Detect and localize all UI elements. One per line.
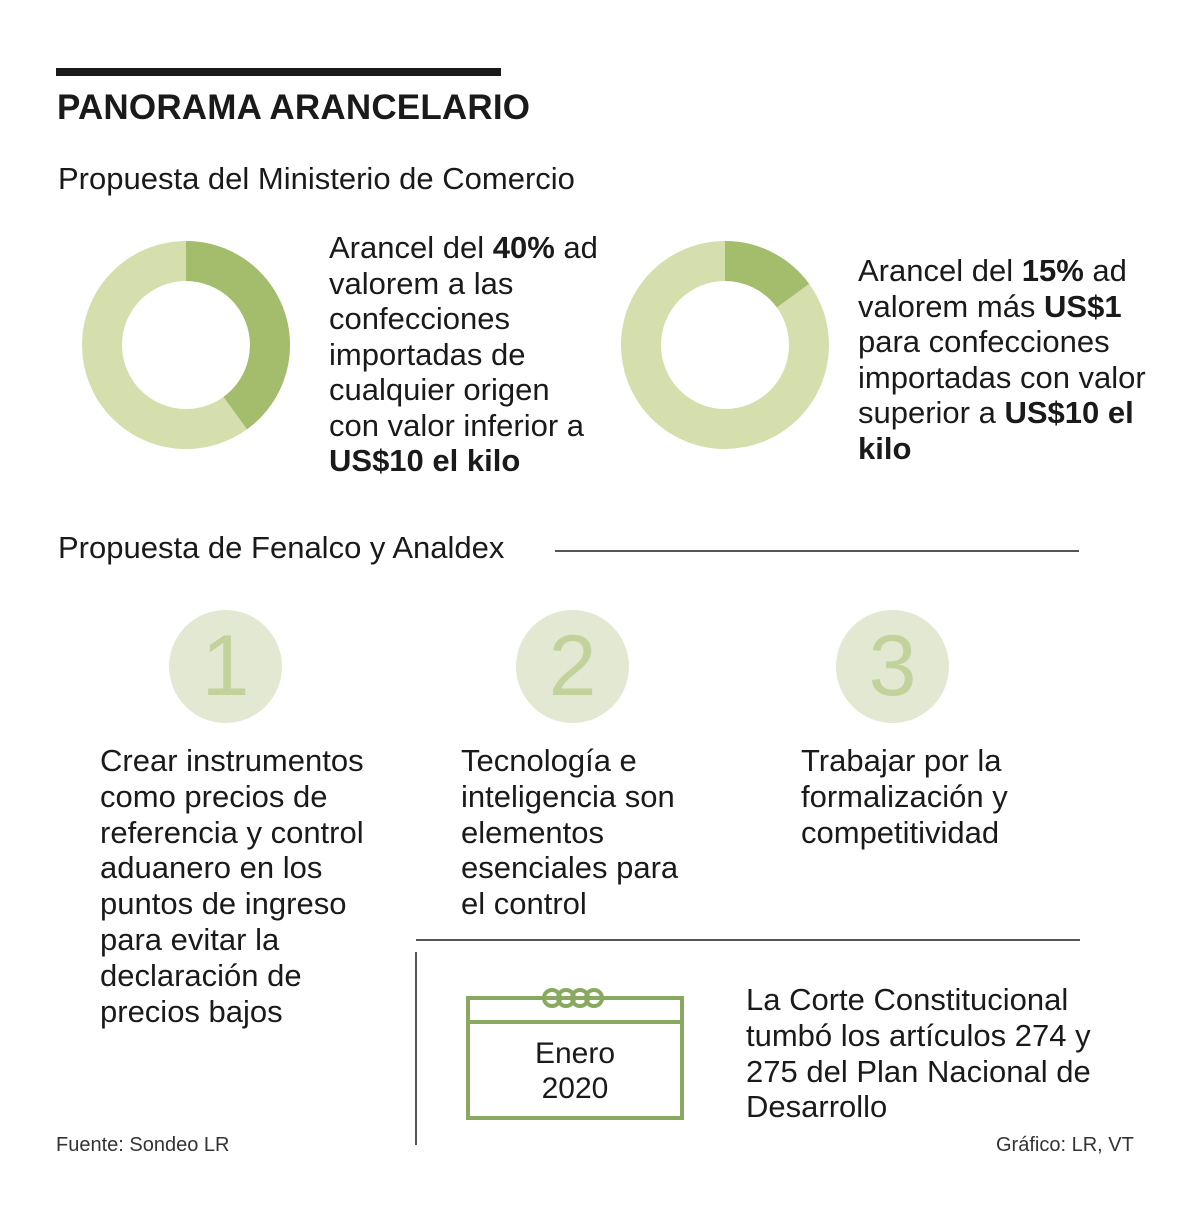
highlight-percent: 15% xyxy=(1021,253,1084,288)
graphic-credit: Gráfico: LR, VT xyxy=(996,1134,1134,1156)
step-number: 3 xyxy=(868,618,917,714)
donut-chart-40 xyxy=(78,237,294,453)
source-credit: Fuente: Sondeo LR xyxy=(56,1134,230,1156)
donut-chart-15 xyxy=(617,237,833,453)
timeline-note: La Corte Constitucional tumbó los artículos 274 y 275 del Plan Nacional de Desarrollo xyxy=(746,982,1091,1125)
timeline-divider xyxy=(416,939,1080,941)
proposal-description-1 xyxy=(329,230,599,479)
calendar-year: 2020 xyxy=(541,1072,609,1105)
highlight-value: US$10 el kilo xyxy=(858,395,1134,466)
highlight-value: US$10 el kilo xyxy=(329,443,521,478)
text: Arancel del xyxy=(858,253,1022,288)
step-number-badge-1 xyxy=(169,610,282,723)
text: Arancel del xyxy=(329,230,493,265)
section-title-fenalco: Propuesta de Fenalco y Analdex xyxy=(58,530,505,565)
step-text-1: Crear instrumentos como precios de referencia y control aduanero en los puntos de ingreso para evitar la declaración de precios bajos xyxy=(100,743,364,1029)
section-title-ministerio: Propuesta del Ministerio de Comercio xyxy=(58,161,575,196)
title-bar-decoration xyxy=(56,68,501,76)
step-text-2: Tecnología e inteligencia son elementos esenciales para el control xyxy=(461,743,679,922)
section-divider xyxy=(555,550,1079,552)
step-number-badge-2 xyxy=(516,610,629,723)
text: ad valorem a las confecciones importadas de cualquier origen con valor inferior a xyxy=(329,230,598,443)
highlight-value: US$1 xyxy=(1044,288,1122,324)
calendar-month: Enero xyxy=(534,1037,616,1070)
text: ad valorem más xyxy=(858,253,1127,324)
step-number: 1 xyxy=(201,618,250,714)
proposal-description-2 xyxy=(858,253,1148,466)
timeline-vertical-divider xyxy=(415,952,417,1145)
highlight-percent: 40% xyxy=(492,230,555,265)
step-number-badge-3 xyxy=(836,610,949,723)
calendar-date xyxy=(470,1036,680,1106)
text: para confecciones importadas con valor superior a xyxy=(858,324,1146,430)
page-title: PANORAMA ARANCELARIO xyxy=(57,88,531,127)
step-number: 2 xyxy=(548,618,597,714)
step-text-3: Trabajar por la formalización y competitividad xyxy=(801,743,1008,850)
